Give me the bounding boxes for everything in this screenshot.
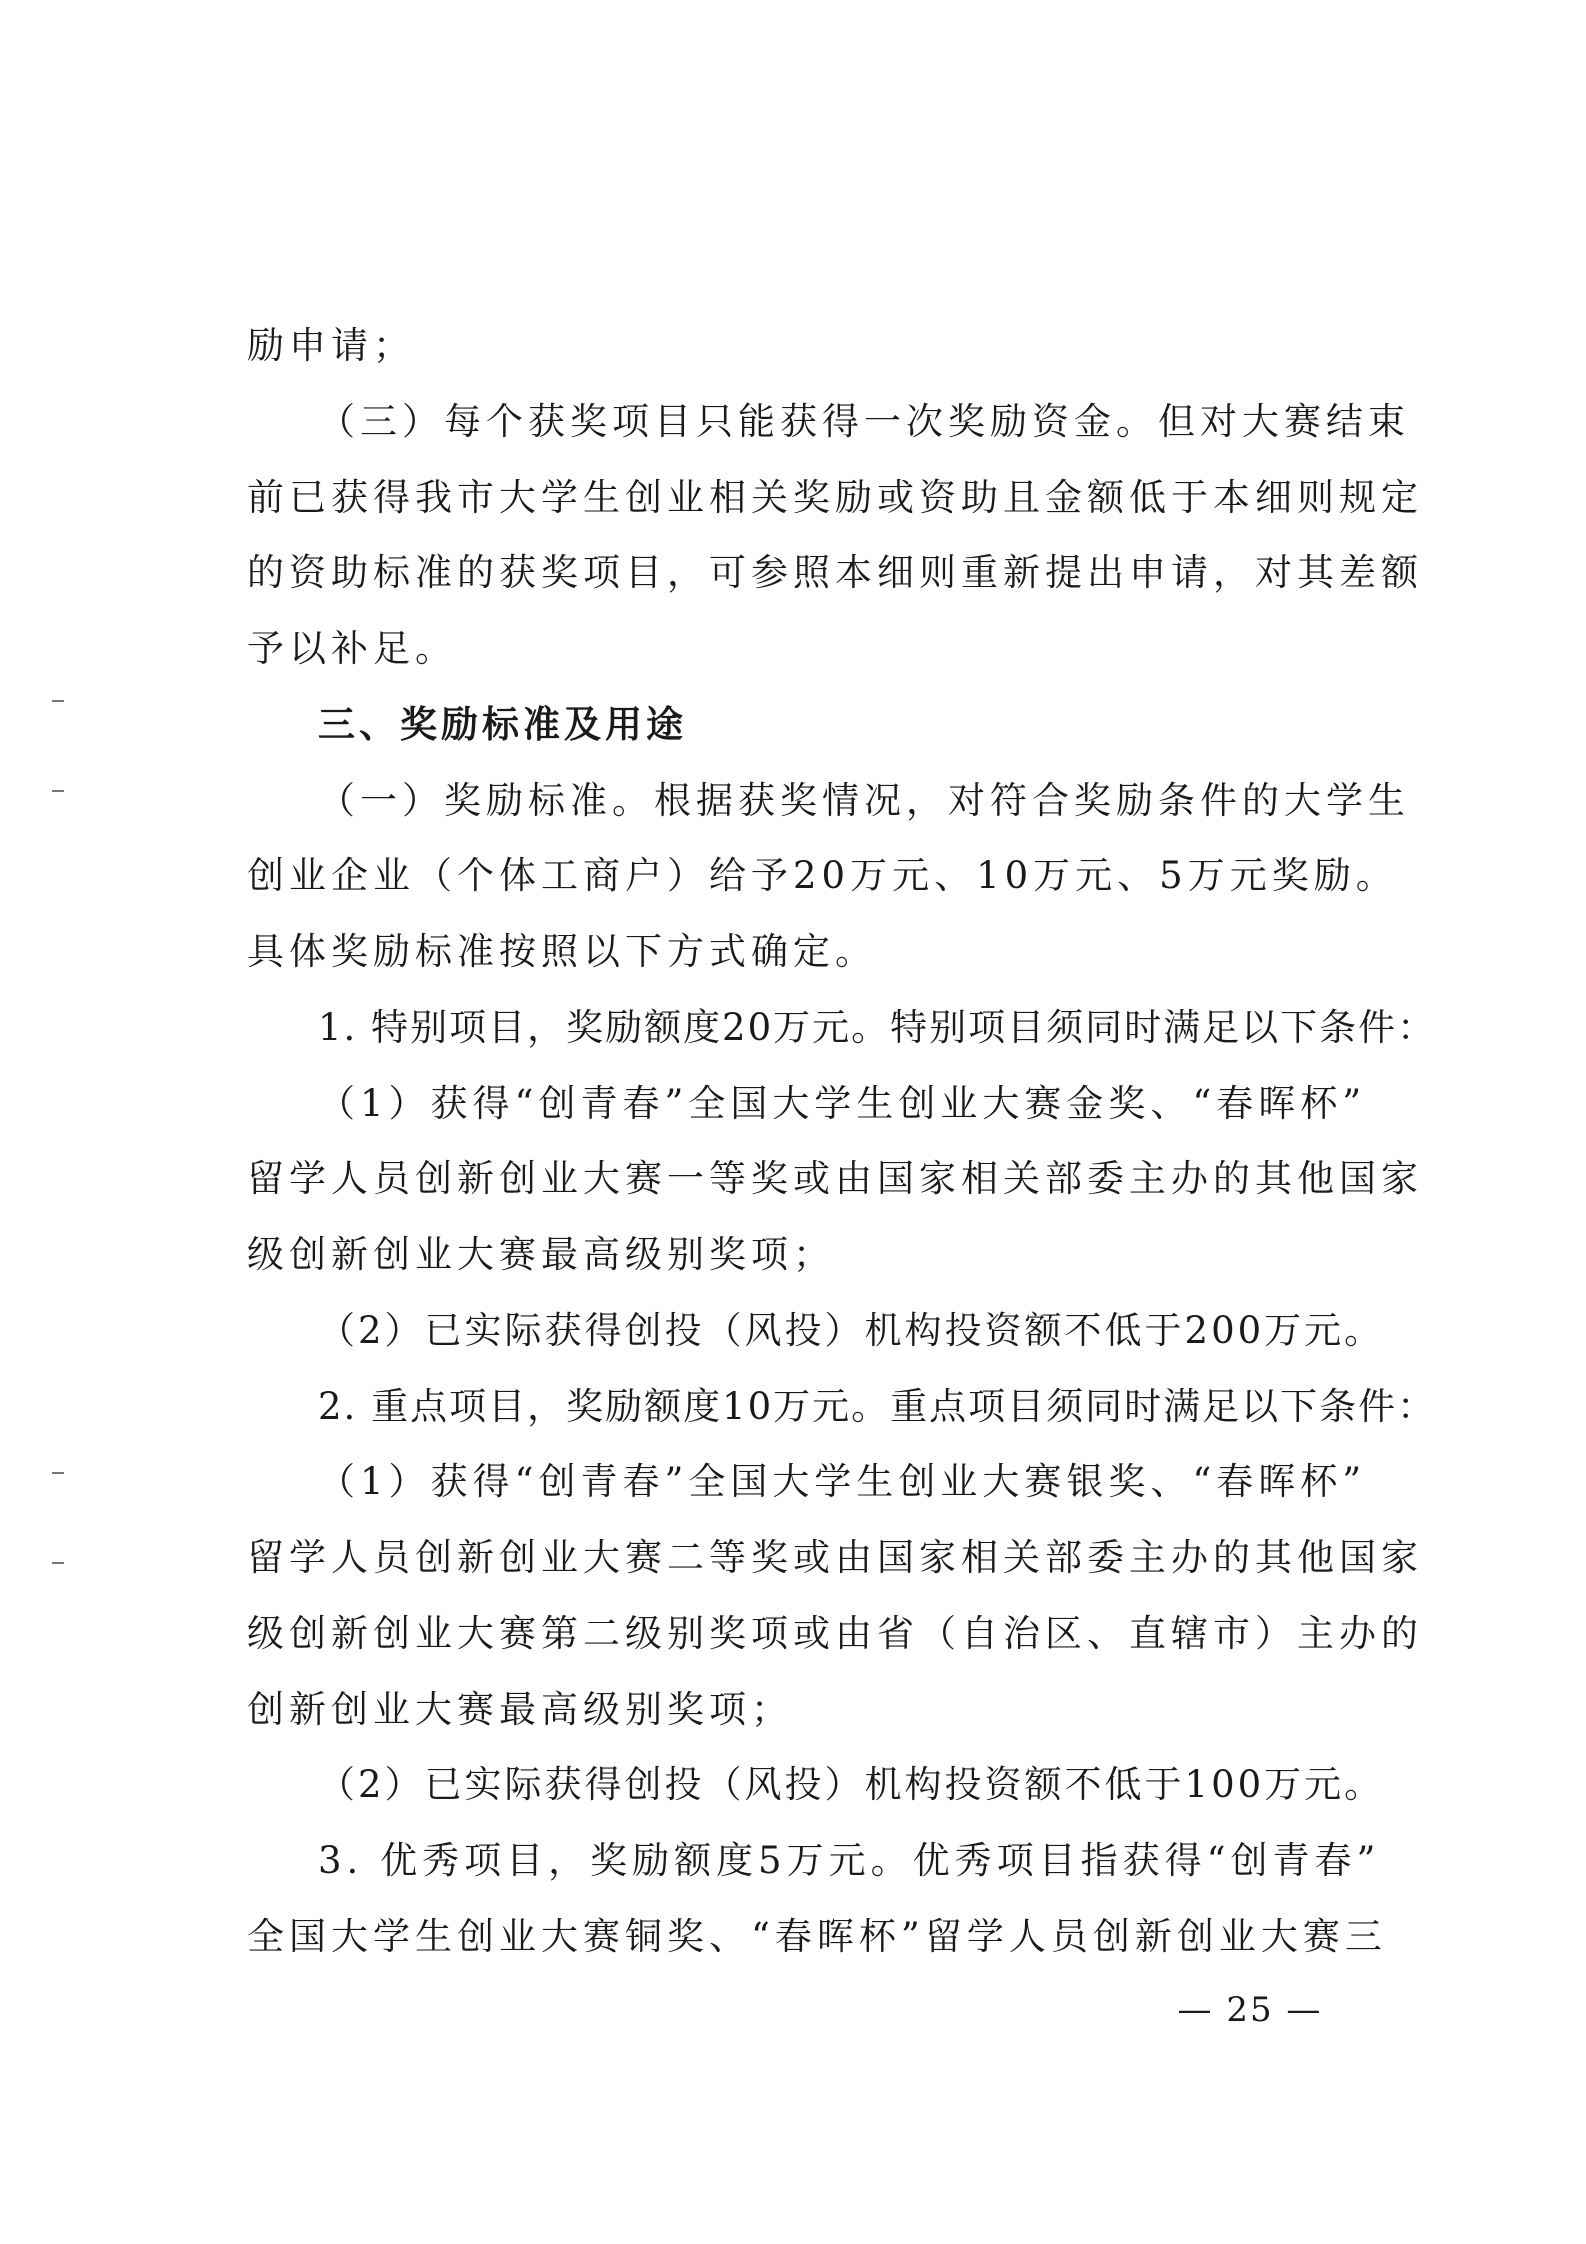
body-line: 予以补足。 <box>247 627 457 670</box>
body-line: 创业企业（个体工商户）给予20万元、10万元、5万元奖励。 <box>247 854 1398 897</box>
margin-mark <box>52 1562 64 1564</box>
section-heading: 三、奖励标准及用途 <box>318 703 687 746</box>
body-line: 1. 特别项目，奖励额度20万元。特别项目须同时满足以下条件： <box>318 1006 1437 1049</box>
page-number: — 25 — <box>1177 1990 1323 2030</box>
body-line: 级创新创业大赛最高级别奖项； <box>247 1233 835 1276</box>
body-line: 级创新创业大赛第二级别奖项或由省（自治区、直辖市）主办的 <box>247 1612 1423 1655</box>
body-line: 2. 重点项目，奖励额度10万元。重点项目须同时满足以下条件： <box>318 1385 1437 1428</box>
body-line: 励申请； <box>247 324 415 367</box>
body-line: （1）获得“创青春”全国大学生创业大赛银奖、“春晖杯” <box>318 1460 1367 1503</box>
body-line: （三）每个获奖项目只能获得一次奖励资金。但对大赛结束 <box>318 400 1410 443</box>
body-line: 创新创业大赛最高级别奖项； <box>247 1688 793 1731</box>
body-line: （1）获得“创青春”全国大学生创业大赛金奖、“春晖杯” <box>318 1082 1367 1125</box>
margin-mark <box>52 700 64 702</box>
body-line: （一）奖励标准。根据获奖情况，对符合奖励条件的大学生 <box>318 779 1410 822</box>
body-line: 的资助标准的获奖项目，可参照本细则重新提出申请，对其差额 <box>247 551 1423 594</box>
body-line: 3. 优秀项目，奖励额度5万元。优秀项目指获得“创青春” <box>318 1839 1381 1882</box>
margin-mark <box>52 790 64 792</box>
body-line: （2）已实际获得创投（风投）机构投资额不低于200万元。 <box>318 1309 1385 1352</box>
body-line: 留学人员创新创业大赛二等奖或由国家相关部委主办的其他国家 <box>247 1536 1423 1579</box>
body-line: 具体奖励标准按照以下方式确定。 <box>247 930 877 973</box>
body-line: 前已获得我市大学生创业相关奖励或资助且金额低于本细则规定 <box>247 476 1423 519</box>
body-line: 全国大学生创业大赛铜奖、“春晖杯”留学人员创新创业大赛三 <box>247 1915 1387 1958</box>
margin-mark <box>52 1472 64 1474</box>
body-line: （2）已实际获得创投（风投）机构投资额不低于100万元。 <box>318 1763 1385 1806</box>
body-line: 留学人员创新创业大赛一等奖或由国家相关部委主办的其他国家 <box>247 1157 1423 1200</box>
